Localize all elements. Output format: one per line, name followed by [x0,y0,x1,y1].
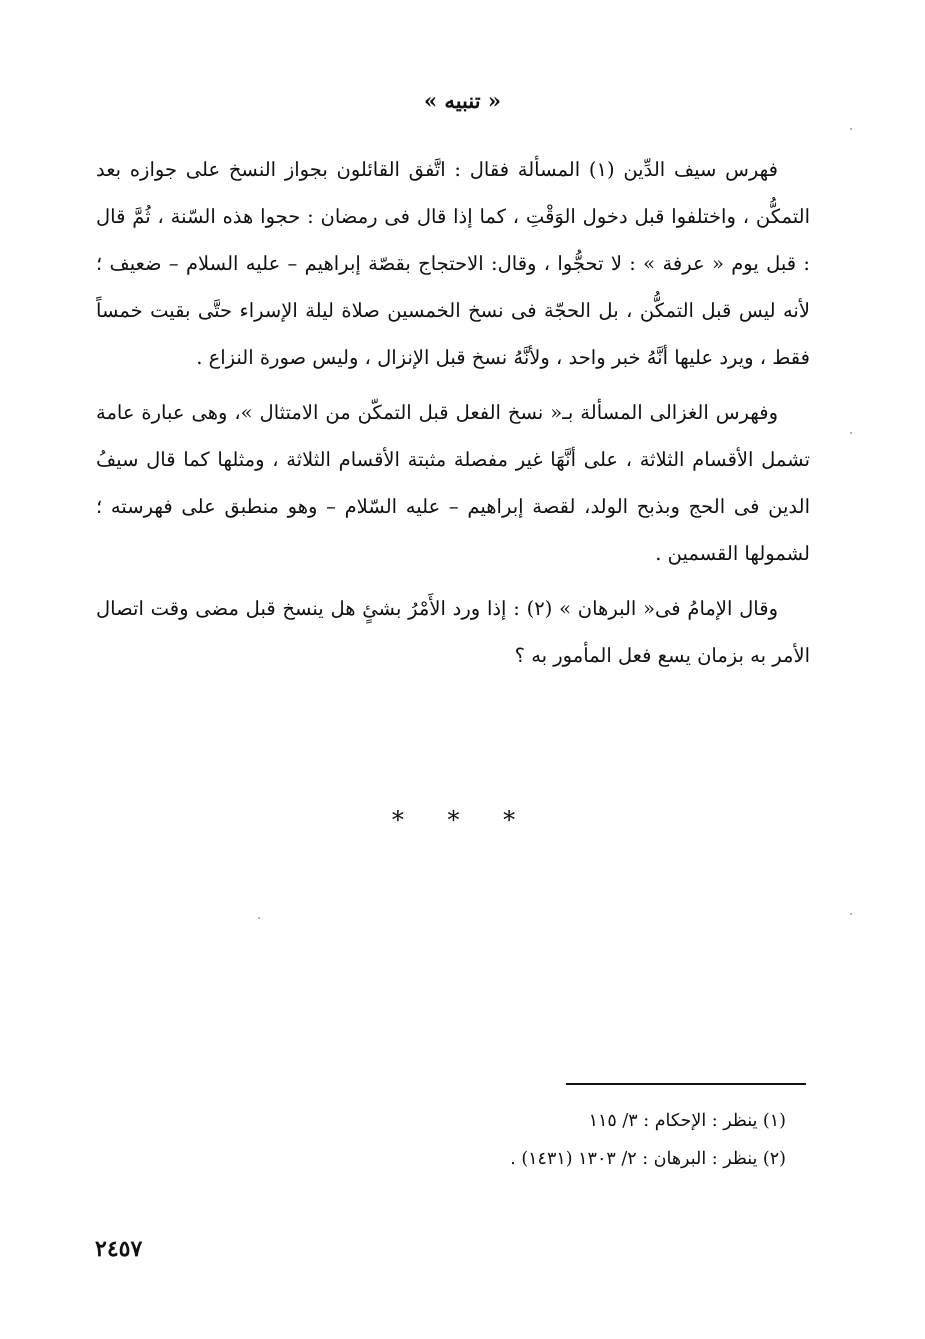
paragraph-3: وقال الإمامُ فى« البرهان » (٢) : إذا ورد الأَمْرُ بشئٍ هل ينسخ قبل مضى وقت اتصال الأمر به بزمان يسع فعل المأمور به ؟ [96,597,810,667]
scan-speck [258,917,260,919]
main-text [96,146,810,687]
footnotes [300,1102,786,1178]
scan-speck [850,913,852,915]
footnote-rule [566,1083,806,1085]
paragraph-1: فهرس سيف الدِّين (١) المسألة فقال : اتَّفق القائلون بجواز النسخ على جوازه بعد التمكُّن ، واختلفوا قبل دخول الوَقْتِ ، كما إذا قال فى رمضان : حجوا هذه السّنة ، ثُمَّ قال : قبل يوم « عرفة » : لا تحجُّوا ، وقال: الاحتجاج بقصّة إبراهيم – عليه السلام – ضعيف ؛ لأنه ليس قبل التمكُّن ، بل الحجّة فى نسخ الخمسين صلاة ليلة الإسراء حتَّى بقيت خمساً فقط ، ويرد عليها أنَّهُ خبر واحد ، ولأنَّهُ نسخ قبل الإنزال ، وليس صورة النزاع . [96,158,810,369]
footnote-2: (٢) ينظر : البرهان : ٢/ ١٣٠٣ (١٤٣١) . [510,1149,786,1169]
section-heading: « تنبيه » [424,88,501,113]
scan-speck [850,128,852,130]
paragraph-2: وفهرس الغزالى المسألة بـ« نسخ الفعل قبل التمكّن من الامتثال »، وهى عبارة عامة تشمل الأقسام الثلاثة ، على أنَّهَا غير مفصلة مثبتة الأقسام الثلاثة ، ومثلها كما قال سيفُ الدين فى الحج وبذبح الولد، لقصة إبراهيم – عليه السّلام – وهو منطبق على فهرسته ؛ لشمولها القسمين . [96,401,810,565]
section-separator: * * * [391,806,534,834]
footnote-1: (١) ينظر : الإحكام : ٣/ ١١٥ [588,1111,786,1131]
scan-speck [850,432,852,434]
page-number: ٢٤٥٧ [95,1236,143,1262]
